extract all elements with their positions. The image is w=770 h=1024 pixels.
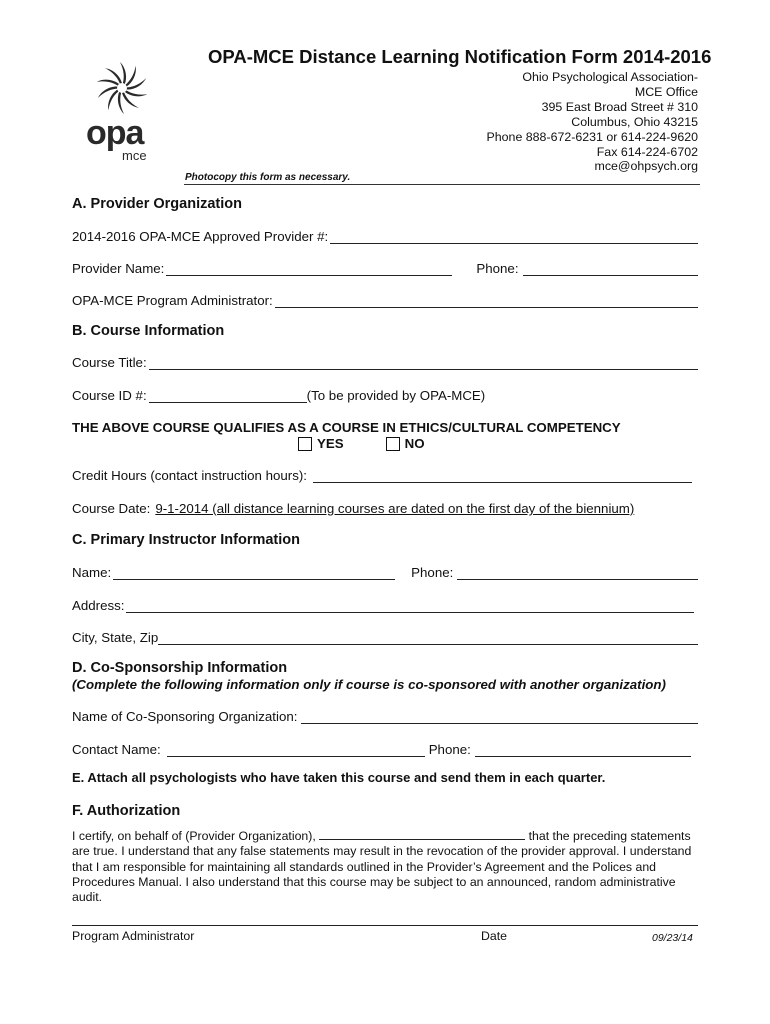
yes-label: YES: [317, 436, 344, 451]
provider-name-field[interactable]: [166, 261, 452, 276]
program-admin-label: OPA-MCE Program Administrator:: [72, 293, 273, 308]
course-id-note: (To be provided by OPA-MCE): [306, 388, 486, 403]
course-id-field[interactable]: [149, 388, 307, 403]
yes-checkbox[interactable]: [298, 437, 312, 451]
form-title: OPA-MCE Distance Learning Notification Form 2014-2016: [208, 46, 712, 67]
section-f-heading: F. Authorization: [72, 803, 181, 819]
instructor-address-row: [72, 596, 694, 613]
course-id-row: [72, 386, 698, 403]
no-checkbox[interactable]: [386, 437, 400, 451]
ethics-qualifies-text: THE ABOVE COURSE QUALIFIES AS A COURSE IN ETHICS/CULTURAL COMPETENCY: [72, 420, 621, 435]
revision-date: 09/23/14: [652, 932, 693, 944]
section-b-heading: B. Course Information: [72, 323, 225, 339]
program-admin-field[interactable]: [275, 293, 698, 308]
address-line: Phone 888-672-6231 or 614-224-9620: [486, 129, 698, 144]
section-e-text: E. Attach all psychologists who have taken this course and send them in each quarter.: [72, 770, 606, 785]
course-id-label: Course ID #:: [72, 388, 147, 403]
address-line: Columbus, Ohio 43215: [571, 114, 698, 129]
instructor-address-field[interactable]: [126, 598, 694, 613]
instructor-city-label: City, State, Zip: [72, 630, 159, 645]
cosponsor-phone-field[interactable]: [475, 742, 691, 757]
course-title-row: [72, 353, 698, 370]
photocopy-note: Photocopy this form as necessary.: [185, 172, 351, 183]
course-title-field[interactable]: [149, 355, 698, 370]
section-c-heading: C. Primary Instructor Information: [72, 532, 301, 548]
provider-number-row: [72, 227, 698, 244]
cosponsor-note: (Complete the following information only if course is co-sponsored with another organization): [72, 677, 666, 692]
address-line: Fax 614-224-6702: [596, 144, 698, 159]
program-admin-signature-label: Program Administrator: [72, 929, 195, 943]
provider-number-label: 2014-2016 OPA-MCE Approved Provider #:: [72, 229, 329, 244]
course-title-label: Course Title:: [72, 355, 147, 370]
logo-subtext: mce: [122, 148, 147, 163]
instructor-city-row: [72, 628, 698, 645]
cosponsor-phone-label: Phone:: [428, 742, 471, 757]
cosponsor-org-field[interactable]: [301, 709, 698, 724]
instructor-name-field[interactable]: [113, 565, 395, 580]
course-date-value: 9-1-2014 (all distance learning courses are dated on the first day of the biennium): [155, 501, 635, 516]
instructor-city-field[interactable]: [158, 630, 698, 645]
office-address: [487, 70, 699, 174]
certify-text-end: that the preceding statements are true. I understand that any false statements may result in the revocation of the provider approval. I understand that I am responsible for maintaining all standards outlined in the Provider’s Agreement and the Polices and Procedures Manual. I also understand that this course may be subject to an announced, random administrative audit.: [72, 829, 692, 905]
logo-text: opa: [86, 114, 144, 152]
cosponsor-contact-row: [72, 740, 691, 757]
course-date-row: [72, 499, 698, 516]
credit-hours-label: Credit Hours (contact instruction hours):: [72, 468, 308, 483]
instructor-phone-field[interactable]: [457, 565, 698, 580]
address-line: Ohio Psychological Association-: [522, 70, 698, 84]
cosponsor-org-label: Name of Co-Sponsoring Organization:: [72, 709, 298, 724]
header-divider: [184, 184, 700, 185]
address-line: MCE Office: [634, 84, 698, 99]
provider-phone-field[interactable]: [523, 261, 698, 276]
cosponsor-contact-label: Contact Name:: [72, 742, 161, 757]
opa-logo: [82, 58, 162, 168]
certify-provider-field[interactable]: [319, 828, 525, 840]
signature-line[interactable]: [72, 925, 698, 926]
credit-hours-field[interactable]: [313, 468, 692, 483]
instructor-name-row: [72, 563, 698, 580]
instructor-address-label: Address:: [72, 598, 125, 613]
provider-number-field[interactable]: [330, 229, 698, 244]
ethics-options: [298, 436, 425, 451]
authorization-statement: [72, 828, 702, 905]
no-label: NO: [404, 436, 425, 451]
cosponsor-org-row: [72, 707, 698, 724]
provider-phone-label: Phone:: [476, 261, 519, 276]
cosponsor-contact-field[interactable]: [167, 742, 425, 757]
date-label: Date: [481, 929, 507, 943]
section-a-heading: A. Provider Organization: [72, 196, 242, 212]
program-admin-row: [72, 291, 698, 308]
certify-text-start: I certify, on behalf of (Provider Organization),: [72, 829, 320, 843]
credit-hours-row: [72, 466, 692, 483]
provider-name-row: [72, 259, 698, 276]
instructor-phone-label: Phone:: [411, 565, 454, 580]
address-line: 395 East Broad Street # 310: [541, 99, 698, 114]
provider-name-label: Provider Name:: [72, 261, 165, 276]
address-line: mce@ohpsych.org: [594, 159, 698, 174]
section-d-heading: D. Co-Sponsorship Information: [72, 660, 288, 676]
instructor-name-label: Name:: [72, 565, 112, 580]
course-date-label: Course Date:: [72, 501, 151, 516]
